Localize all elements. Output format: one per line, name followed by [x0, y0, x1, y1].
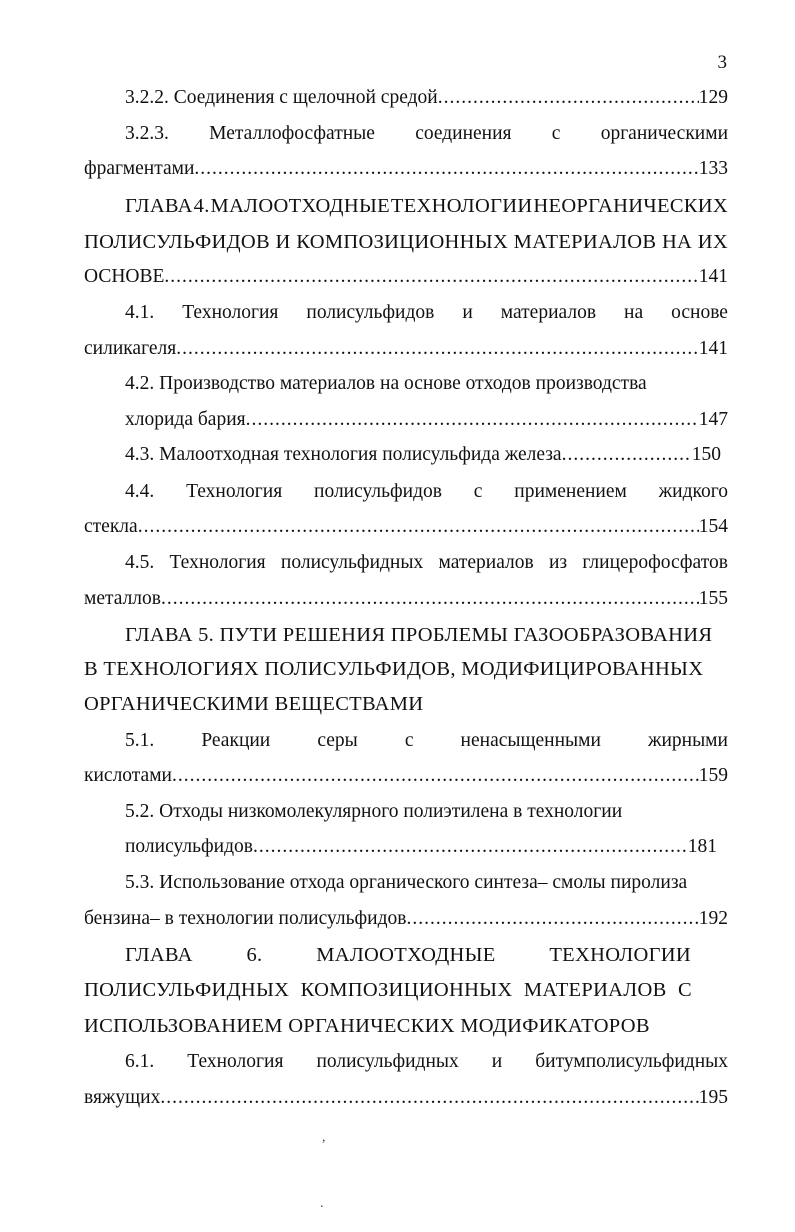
- toc-page-number: 129: [698, 87, 728, 108]
- scan-speck: .: [320, 1196, 324, 1211]
- dot-leader: [253, 831, 688, 863]
- toc-word: материалов: [438, 552, 534, 573]
- toc-page-number: 133: [698, 158, 728, 179]
- toc-entry-title: стекла: [84, 516, 138, 537]
- toc-entry-3-2-3-cont: [84, 153, 728, 185]
- dot-leader: [164, 261, 698, 293]
- toc-word: жирными: [647, 730, 728, 751]
- dot-leader: [438, 82, 699, 114]
- toc-word: 4.4.: [125, 481, 155, 502]
- dot-leader: [160, 1082, 698, 1114]
- toc-word: с: [551, 123, 561, 144]
- toc-word: 4.1.: [125, 302, 155, 323]
- toc-entry-title: ИСПОЛЬЗОВАНИЕМ ОРГАНИЧЕСКИХ МОДИФИКАТОРОВ: [84, 1015, 650, 1037]
- dot-leader: [246, 404, 699, 436]
- toc-entry-title: ОСНОВЕ: [84, 266, 165, 287]
- toc-entry-title: металлов: [84, 588, 162, 609]
- dot-leader: [194, 153, 698, 185]
- toc-word: МАТЕРИАЛОВ: [513, 231, 657, 253]
- toc-page-number: 159: [698, 765, 728, 786]
- toc-entry-5-1-cont: [84, 760, 728, 792]
- toc-word: Технология: [169, 552, 266, 573]
- toc-entry-title: бензина– в технологии полисульфидов: [84, 908, 407, 929]
- toc-word: битумполисульфидных: [535, 1051, 728, 1072]
- dot-leader: [161, 583, 699, 615]
- toc-word: МАЛООТХОДНЫЕ: [316, 944, 496, 966]
- chapter-5-heading-line2: [84, 653, 728, 685]
- toc-word: соединения: [415, 123, 512, 144]
- toc-entry-4-1-cont: [84, 333, 728, 365]
- toc-entry-title: 5.3. Использование отхода органического синтеза– смолы пиролиза: [125, 872, 688, 893]
- toc-entry-4-1: [125, 297, 728, 329]
- toc-entry-5-3: [125, 867, 728, 899]
- toc-entry-4-4-cont: [84, 511, 728, 543]
- toc-word: КОМПОЗИЦИОННЫХ: [296, 231, 509, 253]
- toc-word: МАЛООТХОДНЫЕ: [210, 195, 390, 217]
- toc-word: жидкого: [658, 481, 728, 502]
- dot-leader: [176, 333, 699, 365]
- toc-word: ПОЛИСУЛЬФИДОВ: [84, 231, 270, 253]
- toc-entry-title: 4.3. Малоотходная технология полисульфида железа: [125, 444, 562, 465]
- toc-word: 3.2.3.: [125, 123, 169, 144]
- dot-leader: [138, 511, 699, 543]
- toc-word: 6.: [246, 944, 263, 966]
- chapter-5-heading: [125, 619, 728, 651]
- toc-entry-4-5: [125, 547, 728, 579]
- toc-word: ненасыщенными: [460, 730, 601, 751]
- toc-page-number: 154: [698, 516, 728, 537]
- chapter-4-heading-line3: [84, 261, 728, 293]
- toc-word: и: [491, 1051, 503, 1072]
- toc-word: серы: [317, 730, 358, 751]
- toc-entry-5-3-cont: [84, 903, 728, 935]
- toc-entry-title: ГЛАВА 5. ПУТИ РЕШЕНИЯ ПРОБЛЕМЫ ГАЗООБРАЗОВАНИЯ: [125, 624, 713, 646]
- dot-leader: [562, 439, 692, 471]
- toc-word: полисульфидов: [306, 302, 435, 323]
- toc-entry-4-3: [125, 439, 721, 471]
- toc-entry-6-1: [125, 1046, 728, 1078]
- toc-word: органическими: [600, 123, 728, 144]
- toc-word: Технология: [187, 1051, 284, 1072]
- toc-entry-title: 5.2. Отходы низкомолекулярного полиэтилена в технологии: [125, 801, 623, 822]
- dot-leader: [406, 903, 698, 935]
- chapter-6-heading-line2: [84, 974, 692, 1006]
- toc-entry-title: 3.2.2. Соединения с щелочной средой: [125, 87, 438, 108]
- toc-word: применением: [514, 481, 627, 502]
- chapter-4-heading-line2: [84, 226, 728, 258]
- toc-entry-4-4: [125, 476, 728, 508]
- toc-word: полисульфидов: [314, 481, 442, 502]
- toc-word: полисульфидных: [280, 552, 424, 573]
- chapter-5-heading-line3: [84, 688, 728, 720]
- chapter-6-heading-line3: [84, 1010, 728, 1042]
- toc-word: С: [677, 979, 692, 1001]
- toc-page-number: 195: [698, 1087, 728, 1108]
- toc-page-number: 147: [698, 409, 728, 430]
- toc-entry-title: ОРГАНИЧЕСКИМИ ВЕЩЕСТВАМИ: [84, 693, 424, 715]
- toc-page-number: 192: [698, 908, 728, 929]
- toc-word: ГЛАВА: [125, 944, 193, 966]
- toc-word: 5.1.: [125, 730, 155, 751]
- toc-entry-title: кислотами: [84, 765, 172, 786]
- toc-entry-4-5-cont: [84, 583, 728, 615]
- toc-word: ИХ: [697, 231, 728, 253]
- toc-entry-3-2-3: [125, 118, 728, 150]
- toc-entry-title: 4.2. Производство материалов на основе отходов производства: [125, 373, 647, 394]
- toc-page-number: 155: [698, 588, 728, 609]
- toc-entry-title: полисульфидов: [125, 836, 253, 857]
- toc-entry-title: фрагментами: [84, 158, 195, 179]
- toc-word: И: [275, 231, 291, 253]
- toc-word: ПОЛИСУЛЬФИДНЫХ: [84, 979, 290, 1001]
- toc-word: Реакции: [201, 730, 271, 751]
- chapter-6-heading: [125, 939, 691, 971]
- toc-word: Металлофосфатные: [209, 123, 375, 144]
- toc-entry-5-2-cont: [125, 831, 717, 863]
- toc-word: материалов: [500, 302, 597, 323]
- toc-entry-title: хлорида бария: [125, 409, 246, 430]
- toc-word: на: [624, 302, 644, 323]
- toc-entry-5-2: [125, 796, 728, 828]
- toc-page-number: 141: [698, 338, 728, 359]
- dot-leader: [172, 760, 699, 792]
- scan-speck: ,: [322, 1130, 326, 1145]
- toc-entry-6-1-cont: [84, 1082, 728, 1114]
- toc-word: 4.: [193, 195, 210, 217]
- toc-entry-4-2-cont: [125, 404, 728, 436]
- toc-word: Технология: [186, 481, 283, 502]
- toc-word: ТЕХНОЛОГИИ: [390, 195, 533, 217]
- toc-word: основе: [671, 302, 728, 323]
- toc-word: ГЛАВА: [125, 195, 193, 217]
- toc-entry-3-2-2: [125, 82, 728, 114]
- toc-word: 4.5.: [125, 552, 155, 573]
- toc-word: ТЕХНОЛОГИИ: [549, 944, 691, 966]
- toc-word: НЕОРГАНИЧЕСКИХ: [533, 195, 728, 217]
- toc-word: Технология: [182, 302, 279, 323]
- toc-word: из: [548, 552, 568, 573]
- toc-page-number: 150: [691, 444, 721, 465]
- toc-page-number: 141: [698, 266, 728, 287]
- toc-word: полисульфидных: [316, 1051, 459, 1072]
- toc-entry-4-2: [125, 368, 728, 400]
- toc-word: глицерофосфатов: [582, 552, 728, 573]
- toc-word: и: [462, 302, 473, 323]
- toc-word: с: [404, 730, 414, 751]
- toc-page-number: 181: [687, 836, 717, 857]
- toc-word: с: [473, 481, 483, 502]
- toc-word: 6.1.: [125, 1051, 155, 1072]
- toc-word: НА: [661, 231, 693, 253]
- toc-entry-5-1: [125, 725, 728, 757]
- page-number: 3: [717, 52, 727, 73]
- toc-entry-title: вяжущих: [84, 1087, 161, 1108]
- toc-word: МАТЕРИАЛОВ: [523, 979, 667, 1001]
- toc-entry-title: В ТЕХНОЛОГИЯХ ПОЛИСУЛЬФИДОВ, МОДИФИЦИРОВАННЫХ: [84, 658, 704, 680]
- toc-word: КОМПОЗИЦИОННЫХ: [300, 979, 513, 1001]
- chapter-4-heading: [125, 190, 728, 222]
- toc-entry-title: силикагеля: [84, 338, 177, 359]
